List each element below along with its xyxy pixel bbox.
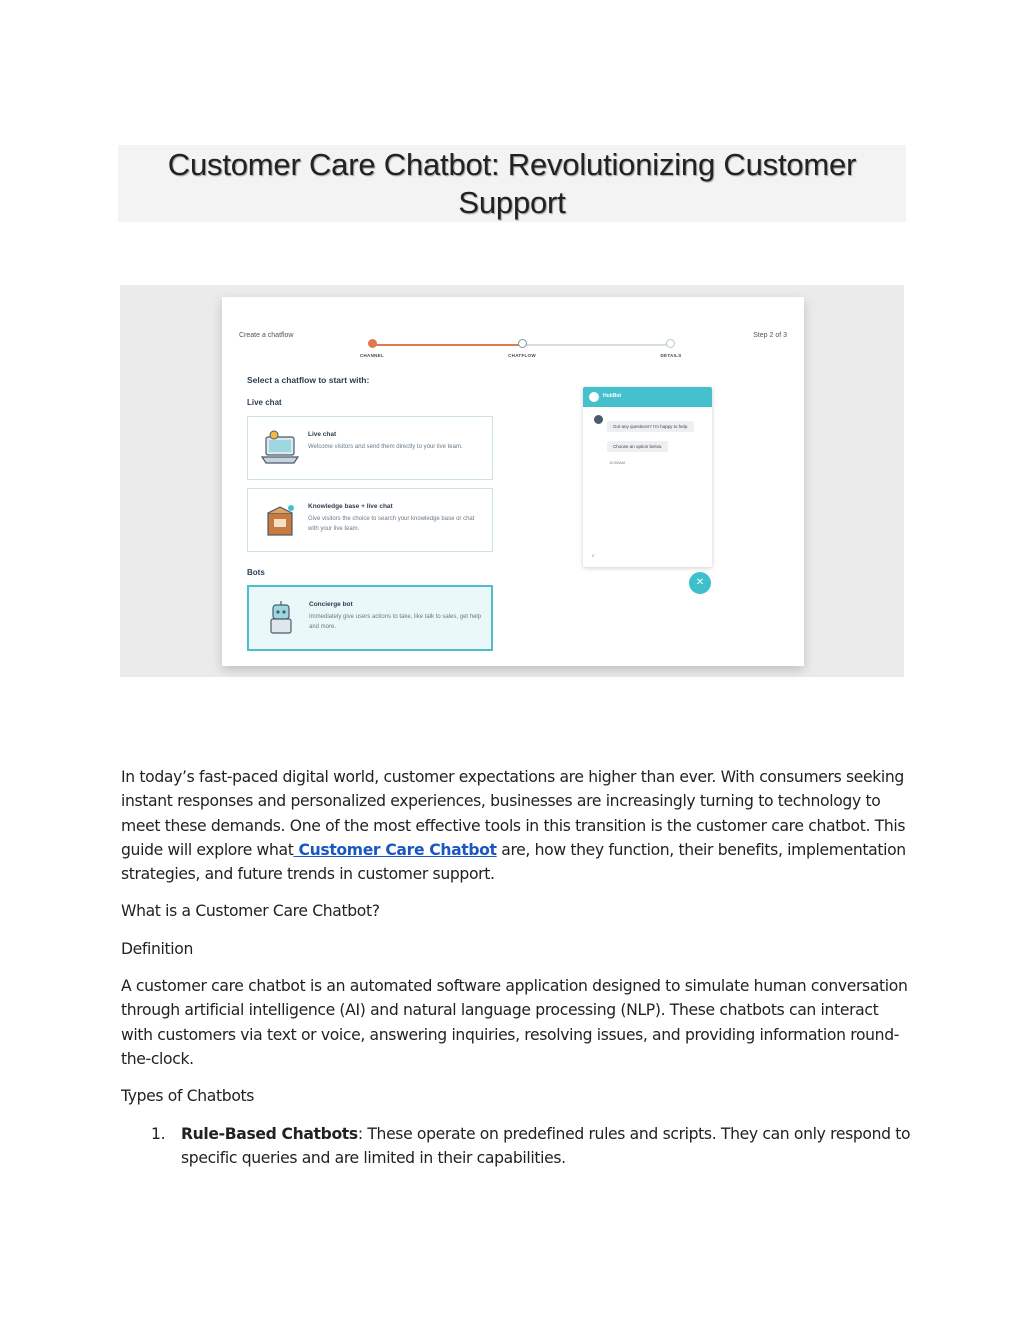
list-item (121, 1122, 911, 1171)
definition-paragraph: A customer care chatbot is an automated software application designed to simulate human conversation through artificial intelligence (AI) and natural language processing (NLP). These chatbots can interact with customers via text or voice, answering inquiries, resolving issues, and providing information round-the-clock. (121, 977, 908, 1068)
chat-header (583, 387, 712, 407)
heading-definition: Definition (121, 939, 194, 958)
title-line-1: Customer Care Chatbot: Revolutionizing Customer (167, 147, 857, 182)
option-description: Immediately give users actions to take, like talk to sales, get help and more. (309, 614, 482, 630)
heading-what-is: What is a Customer Care Chatbot? (121, 902, 380, 921)
chat-message-2: Choose an option below. (607, 441, 668, 452)
list-number: 1. (151, 1124, 166, 1143)
robot-icon (259, 597, 303, 641)
heading-types: Types of Chatbots (121, 1087, 255, 1106)
chat-preview-widget (583, 387, 712, 567)
section-bots: Bots (247, 568, 265, 577)
step-dot-channel (368, 339, 377, 348)
option-title: Knowledge base + live chat (308, 503, 393, 510)
option-live-chat (247, 416, 493, 480)
option-title: Live chat (308, 431, 337, 438)
option-title: Concierge bot (309, 601, 353, 608)
laptop-icon (258, 427, 302, 471)
customer-care-chatbot-link[interactable]: Customer Care Chatbot (293, 840, 497, 859)
progress-line-todo (522, 344, 670, 346)
chatflow-screenshot-image (120, 285, 904, 677)
option-description: Welcome visitors and send them directly to your live team. (308, 444, 463, 450)
select-heading: Select a chatflow to start with: (247, 375, 370, 385)
article-body (121, 765, 911, 1170)
section-live-chat: Live chat (247, 398, 282, 407)
option-description: Give visitors the choice to search your knowledge base or chat with your live team. (308, 516, 475, 532)
option-knowledge-base-live-chat (247, 488, 493, 552)
intro-text-continued: are, how they function, their benefits, implementation strategies, and future trends in customer support. (121, 840, 906, 884)
option-concierge-bot (247, 585, 493, 651)
bot-avatar-icon (589, 392, 599, 402)
step-label-details: DETAILS (660, 353, 682, 358)
chatflow-card (222, 297, 804, 666)
page-title (118, 146, 906, 222)
chat-close-icon: ✕ (689, 572, 711, 594)
progress-line-done (372, 344, 522, 346)
list-text: : These operate on predefined rules and scripts. They can only respond to specific queries and are limited in their capabilities. (181, 1124, 911, 1167)
create-chatflow-label: Create a chatflow (239, 332, 294, 339)
chat-timestamp: 10:50AM (609, 460, 626, 465)
intro-paragraph (121, 765, 911, 886)
intro-text: In today’s fast-paced digital world, customer expectations are higher than ever. With consumers seeking instant responses and personalized experiences, businesses are increasingly turning to technology to meet these demands. One of the most effective tools in this transition is the customer care chatbot. This guide will explore what (121, 768, 906, 859)
chat-input-cursor: ↲ (591, 553, 596, 559)
list-term: Rule-Based Chatbots (181, 1124, 358, 1143)
step-dot-chatflow (518, 339, 527, 348)
chat-message-1: Got any questions? I'm happy to help. (607, 421, 694, 432)
step-dot-details (666, 339, 675, 348)
step-label-chatflow: CHATFLOW (508, 353, 536, 358)
title-line-2: Support (458, 185, 566, 220)
step-indicator: Step 2 of 3 (753, 332, 787, 339)
step-label-channel: CHANNEL (359, 353, 385, 358)
bot-message-avatar-icon (594, 415, 603, 424)
bot-name: HubBot (603, 393, 622, 399)
knowledge-box-icon (258, 499, 302, 543)
